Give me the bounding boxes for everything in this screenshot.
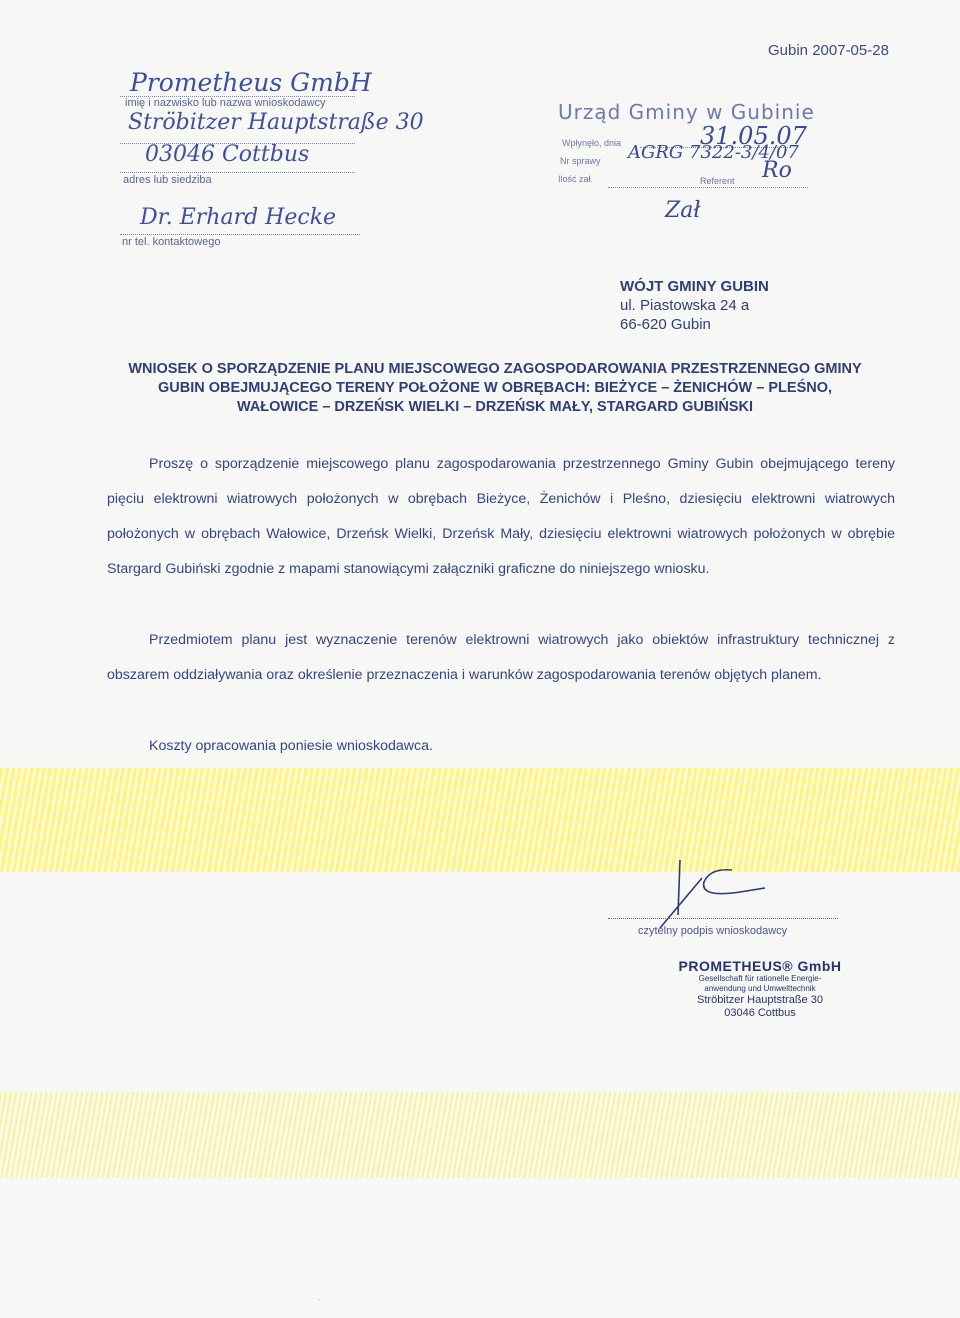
- body-paragraph: [107, 447, 895, 587]
- signature-line: [608, 918, 838, 919]
- addressee-office: WÓJT GMINY GUBIN: [620, 278, 769, 295]
- registry-stamp-title: Urząd Gminy w Gubinie: [558, 100, 815, 124]
- applicant-contact-line: [120, 234, 360, 235]
- registry-referent-label: Referent: [700, 176, 735, 186]
- body-paragraph-text: Proszę o sporządzenie miejscowego planu zagospodarowania przestrzennego Gminy Gubin obejmującego tereny pięciu elektrowni wiatrowych położonych w obrębach Bieżyce, Żenichów i Pleśno, dziesięciu elektrowni wiatrowych położonych w obrębach Wałowice, Drzeńsk Wielki, Drzeńsk Mały, dziesięciu elektrowni wiatrowych położonych w obrębie Stargard Gubiński zgodnie z mapami stanowiącymi załączniki graficzne do niniejszego wniosku.: [107, 456, 895, 577]
- applicant-city-line: [120, 172, 355, 173]
- company-name: PROMETHEUS® GmbH: [678, 958, 842, 974]
- signature-caption: czytelny podpis wnioskodawcy: [638, 925, 788, 937]
- registry-received-value: 31.05.07: [700, 122, 807, 150]
- registry-referent-value: Ro: [762, 158, 792, 183]
- registry-attachments-label: Ilość zał.: [558, 174, 594, 184]
- applicant-street-handwritten: Ströbitzer Hauptstraße 30: [128, 110, 424, 135]
- document-title: [80, 360, 910, 417]
- applicant-city-handwritten: 03046 Cottbus: [145, 142, 310, 167]
- addressee-block: [620, 277, 769, 334]
- body-paragraph-text: Koszty opracowania poniesie wnioskodawca.: [149, 738, 433, 754]
- title-line: WNIOSEK O SPORZĄDZENIE PLANU MIEJSCOWEGO ZAGOSPODAROWANIA PRZESTRZENNEGO GMINY: [128, 361, 862, 377]
- company-stamp: [640, 958, 880, 1020]
- company-line: anwendung und Umwelttechnik: [704, 984, 816, 993]
- scan-highlight-band: [0, 768, 960, 872]
- scan-speck: -: [318, 1295, 321, 1304]
- company-street: Ströbitzer Hauptstraße 30: [697, 994, 823, 1006]
- company-line: Gesellschaft für rationelle Energie-: [698, 974, 822, 983]
- registry-stamp: [550, 100, 825, 205]
- registry-case-value: AGRG 7322-3/4/07: [628, 142, 799, 163]
- applicant-phone-label: nr tel. kontaktowego: [122, 236, 221, 248]
- addressee-street: ul. Piastowska 24 a: [620, 297, 750, 314]
- applicant-name-label: imię i nazwisko lub nazwa wnioskodawcy: [125, 97, 326, 109]
- document-date: Gubin 2007-05-28: [768, 42, 889, 59]
- addressee-city: 66-620 Gubin: [620, 316, 711, 333]
- applicant-contact-handwritten: Dr. Erhard Hecke: [140, 205, 337, 230]
- registry-note-handwritten: Zał: [665, 198, 701, 223]
- title-line: WAŁOWICE – DRZEŃSK WIELKI – DRZEŃSK MAŁY, STARGARD GUBIŃSKI: [236, 399, 754, 415]
- body-paragraph: [107, 623, 895, 693]
- company-city: 03046 Cottbus: [724, 1007, 796, 1019]
- scan-highlight-band: [0, 1092, 960, 1178]
- registry-attachments-line: [608, 187, 808, 188]
- body-paragraph: [107, 729, 895, 764]
- applicant-name-handwritten: Prometheus GmbH: [130, 68, 372, 97]
- applicant-address-label: adres lub siedziba: [123, 174, 212, 186]
- signature-scribble: [640, 840, 770, 930]
- title-line: GUBIN OBEJMUJĄCEGO TERENY POŁOŻONE W OBRĘBACH: BIEŻYCE – ŻENICHÓW – PLEŚNO,: [157, 380, 833, 396]
- registry-case-label: Nr sprawy: [560, 156, 601, 166]
- body-paragraph-text: Przedmiotem planu jest wyznaczenie terenów elektrowni wiatrowych jako obiektów infrastruktury technicznej z obszarem oddziaływania oraz określenie przeznaczenia i warunków zagospodarowania terenów objętych planem.: [107, 632, 895, 683]
- registry-received-label: Wpłynęło, dnia: [562, 138, 622, 148]
